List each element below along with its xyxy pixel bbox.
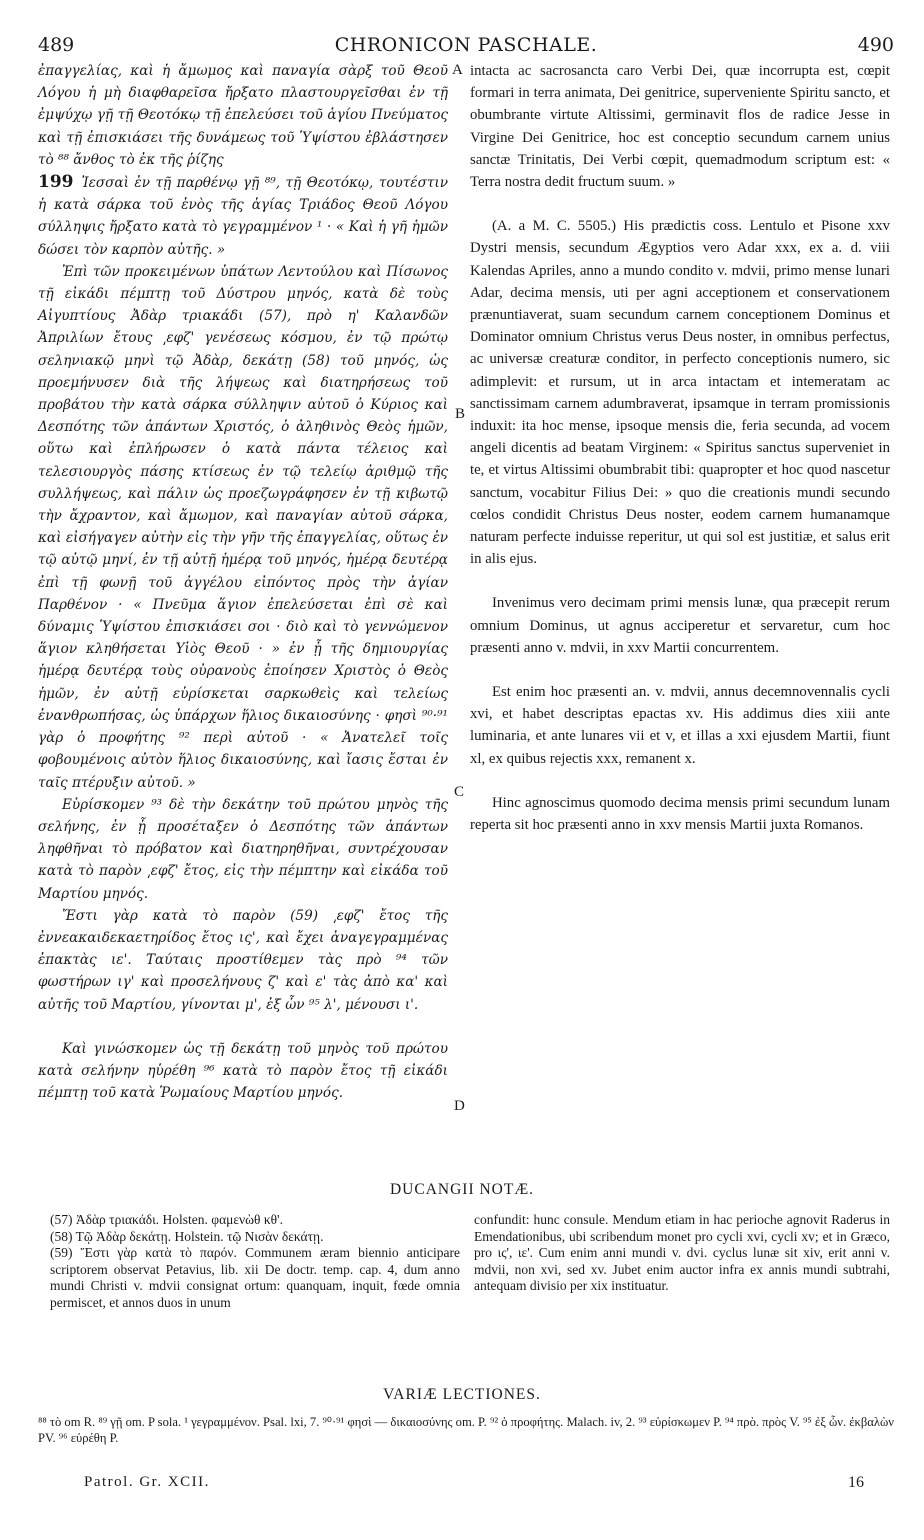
notes-heading: DUCANGII NOTÆ. <box>389 1181 535 1198</box>
latin-text-column <box>470 60 890 836</box>
latin-paragraph-1: intacta ac sacrosancta caro Verbi Dei, quæ incorrupta est, cœpit formari in terra animata, Dei genitrice, superveniente Spiritu sancto, et obumbrante virtute Altissimi, germinavit flos de radice Jesse in Virgine Dei Genitrice, hoc est conceptio secundum carnem unius sanctæ Trinitatis, Dei Verbi cœpit, quemadmodum scriptum est: « Terra nostra dedit fructum suum. » <box>470 63 890 191</box>
margin-marker-d: D <box>454 1098 465 1114</box>
note-57: (57) Ἀδὰρ τριακάδι. Holsten. φαμενὼθ κθ'. <box>50 1212 283 1227</box>
greek-paragraph-5: Καὶ γινώσκομεν ὡς τῇ δεκάτῃ τοῦ μηνὸς τοῦ πρώτου κατὰ σελήνην ηὑρέθη ⁹⁶ κατὰ τὸ παρὸν ἔτος τῇ εἰκάδι πέμπτῃ τοῦ κατὰ Ῥωμαίους Μαρτίου μηνός. <box>38 1040 448 1102</box>
note-58: (58) Τῷ Ἀδὰρ δεκάτῃ. Holstein. τῷ Νισὰν δεκάτῃ. <box>50 1228 324 1244</box>
greek-text-column <box>38 60 448 1104</box>
greek-paragraph-2: Ἐπὶ τῶν προκειμένων ὑπάτων Λεντούλου καὶ Πίσωνος τῇ εἰκάδι πέμπτῃ τοῦ Δύστρου μηνός, κατὰ δὲ τοὺς Αἰγυπτίους Ἀδὰρ τριακάδι (57), πρὸ η' Καλανδῶν Ἀπριλίων ἔτους ͵εφζ' γενέσεως κόσμου, ἐν τῷ πρώτῳ σεληνιακῷ μηνὶ τῷ Ἀδὰρ, δεκάτῃ (58) τοῦ μηνός, ὡς προεμήνυσεν διὰ τῆς λήψεως καὶ διατηρήσεως τοῦ προβάτου τὴν κατὰ σάρκα σύλληψιν αὐτοῦ ὁ Κύριος καὶ Δεσπότης τῶν ἁπάντων Χριστός, ὁ ἀληθινὸς Θεὸς ἡμῶν, οὕτω καὶ ἐπλήρωσεν ὁ κατὰ πάντα τέλειος καὶ τελεσιουργὸς πάσης κτίσεως ἐν τῷ τελείῳ ἀριθμῷ τῆς συλλήψεως, καὶ πάλιν ὡς προεζωγράφησεν ἐν τῇ κιβωτῷ τὴν ἄχραντον, καὶ ἄμωμον, καὶ παναγίαν αὐτοῦ σάρκα, καὶ εἰσήγαγεν αὐτὴν εἰς τὴν γῆν τῆς ἐπαγγελίας, οὕτως ἐν τῷ αὐτῷ μηνί, ἐν τῇ αὐτῇ ἡμέρᾳ τοῦ μηνός, ἡμέρᾳ δευτέρᾳ ἐπὶ τῇ φωνῇ τοῦ ἀγγέλου εἰπόντος πρὸς τὴν ἁγίαν Παρθένον · « Πνεῦμα ἅγιον ἐπελεύσεται ἐπὶ σὲ καὶ δύναμις Ὑψίστου ἐπισκιάσει σοι · διὸ καὶ τὸ γεννώμενον ἅγιον κληθήσεται Υἱὸς Θεοῦ · » ἐν ᾗ τῆς δημιουργίας ἡμέρᾳ δευτέρᾳ τοὺς οὐρανοὺς ἐποίησεν Χριστὸς ὁ Θεὸς ἡμῶν, ἐν αὐτῇ εὑρίσκεται σαρκωθεὶς καὶ τελείως ἐνανθρωπήσας, ὡς ὑπάρχων ἥλιος δικαιοσύνης · φησὶ ⁹⁰·⁹¹ γὰρ ὁ προφήτης ⁹² περὶ αὐτοῦ · « Ἀνατελεῖ τοῖς φοβουμένοις αὐτὸν ἥλιος δικαιοσύνης, καὶ ἴασις ἔσται ἐν ταῖς πτέρυξιν αὐτοῦ. » <box>38 263 448 791</box>
greek-paragraph-4: Ἔστι γὰρ κατὰ τὸ παρὸν (59) ͵εφζ' ἔτος τῆς ἐννεακαιδεκαετηρίδος ἔτος ις', καὶ ἔχει ἀναγεγραμμένας ἐπακτὰς ιε'. Ταύταις προστίθεμεν τὰς πρὸ ⁹⁴ τῶν φωστήρων ιγ' καὶ προσελήνους ζ' καὶ ε' τὰς ἀπὸ κα' καὶ αὐτῆς τοῦ Μαρτίου, γίνονται μ', ἐξ ὧν ⁹⁵ λ', μένουσι ι'. <box>38 907 448 1013</box>
note-59: (59) Ἔστι γὰρ κατὰ τὸ παρόν. Communem æram biennio anticipare scriptorem observat Petavius, lib. xii De doctr. temp. cap. 4, dum anno mundi Christi v. mdvii consignat ortum: quanquam, inquit, fœde omnia permiscet, et annos duos in unum <box>50 1245 460 1310</box>
greek-paragraph-1b-text: Ἰεσσαὶ ἐν τῇ παρθένῳ γῇ ⁸⁹, τῇ Θεοτόκῳ, τουτέστιν ἡ κατὰ σάρκα τοῦ ἑνὸς τῆς ἁγίας Τριάδος Θεοῦ Λόγου σύλληψις ἤρξατο κατὰ τὸ γεγραμμένον ¹ · « Καὶ ἡ γῆ ἡμῶν δώσει τὸν καρπὸν αὐτῆς. » <box>38 175 448 258</box>
running-title: CHRONICON PASCHALE. <box>334 34 598 56</box>
running-head <box>38 34 894 60</box>
latin-paragraph-5: Hinc agnoscimus quomodo decima mensis primi secundum lunam reperta sit hoc præsenti anno in xxv mensis Martii juxta Romanos. <box>470 794 890 834</box>
latin-paragraph-3: Invenimus vero decimam primi mensis lunæ, qua præcepit rerum omnium Dominus, ut agnus acciperetur et servaretur, cum hoc præsenti anno v. mdvii, in xxv Martii concurrentem. <box>470 595 890 656</box>
column-number: 199 <box>38 172 74 193</box>
latin-paragraph-2: (A. a M. C. 5505.) His prædictis coss. Lentulo et Pisone xxv Dystri mensis, secundum Ægyptios vero Adar xxx, ex a. d. viii Kalendas Apriles, anno a mundo condito v. mdvii, primo mense lunari Adar, decima mensis, uti per agni acceptionem et conservationem prænuntiaverat, suam secundum carnem conceptionem Dominus et Dominator omnium Christus verus Deus noster, in omnibus perfectus, ac universæ creaturæ conditor, in perfecto conceptionis numero, sic adimplevit: et rursum, ut in arca intactam et intemeratam ac sanctissimam carnem adumbraverat, ipsamque in terram promissionis induxit: ita hoc mense, ipsoque mensis die, feria secunda, ad vocem angeli dicentis ad beatam Virginem: « Spiritus sanctus superveniet in te, et virtus Altissimi obumbrabit tibi: quapropter et hoc quod nascetur sanctum, vocabitur Filius Dei: » quo die creationis mundi secundo cœlos condidit Christus Deus noster, eodem carnem humanamque naturam perfecte induisse reperitur, ut qui sol est justitiæ, et salus erit in alis ejus. <box>470 218 890 568</box>
greek-paragraph-3: Εὑρίσκομεν ⁹³ δὲ τὴν δεκάτην τοῦ πρώτου μηνὸς τῆς σελήνης, ἐν ᾗ προσέταξεν ὁ Δεσπότης τῶν ἁπάντων ληφθῆναι τὸ πρόβατον καὶ διατηρηθῆναι, συντρέχουσαν κατὰ τὸ παρὸν ͵εφζ' ἔτος, εἰς τὴν πέμπτην καὶ εἰκάδα τοῦ Μαρτίου μηνός. <box>38 796 448 902</box>
page-number-right: 490 <box>857 34 894 56</box>
margin-marker-a: A <box>452 62 463 78</box>
gathering-number: 16 <box>848 1474 864 1491</box>
margin-marker-c: C <box>454 784 465 800</box>
page-number-left: 489 <box>38 34 75 56</box>
margin-marker-b: B <box>455 406 466 422</box>
notes-right-column: confundit: hunc consule. Mendum etiam in hac perioche agnovit Raderus in Emendationibus, ubi scribendum monet pro cycli xvi, cycli xv; et in Græco, pro ις', ιε'. Cum enim anni mundi v. dvi. cyclus lunæ sit xiv, erit anni v. mdvii, non xvi, sed xv. Jubet enim auctor infra ex annis mundi subtrahi, antequam divisio per xix instituatur. <box>474 1212 890 1294</box>
notes-left-column <box>50 1212 460 1312</box>
latin-paragraph-4: Est enim hoc præsenti an. v. mdvii, annus decemnovennalis cycli xvi, et habet descriptas epactas xv. His addimus dies xiii ante luminaria, et ante lunares vii et v, et illas a xxi ejusdem Martii, fiunt xl, ex quibus rejectis xxx, remanent x. <box>470 684 890 767</box>
variants-heading: VARIÆ LECTIONES. <box>383 1386 541 1403</box>
greek-paragraph-1: ἐπαγγελίας, καὶ ἡ ἄμωμος καὶ παναγία σὰρξ τοῦ Θεοῦ Λόγου ἡ μὴ διαφθαρεῖσα ἤρξατο πλαστουργεῖσθαι ἐν τῇ ἐμψύχῳ γῇ τῇ Θεοτόκῳ τῇ ἐπελεύσει τοῦ ἁγίου Πνεύματος καὶ τῇ ἐπισκιάσει τῆς δυνάμεως τοῦ Ὑψίστου ἐβλάστησεν τὸ ⁸⁸ ἄνθος τὸ ἐκ τῆς ῥίζης <box>38 63 448 168</box>
page-footer <box>84 1474 864 1498</box>
variant-readings: ⁸⁸ τὸ om R. ⁸⁹ γῇ om. P sola. ¹ γεγραμμένον. Psal. lxi, 7. ⁹⁰·⁹¹ φησὶ — δικαιοσύνης om. P. ⁹² ὁ προφήτης. Malach. iv, 2. ⁹³ εὑρίσκωμεν P. ⁹⁴ πρὸ. πρὸς V. ⁹⁵ ἐξ ὧν. ἐκβαλὼν PV. ⁹⁶ εὑρέθη P. <box>38 1415 894 1445</box>
signature-mark: Patrol. Gr. XCII. <box>84 1474 210 1490</box>
greek-paragraph-1b <box>38 171 448 261</box>
